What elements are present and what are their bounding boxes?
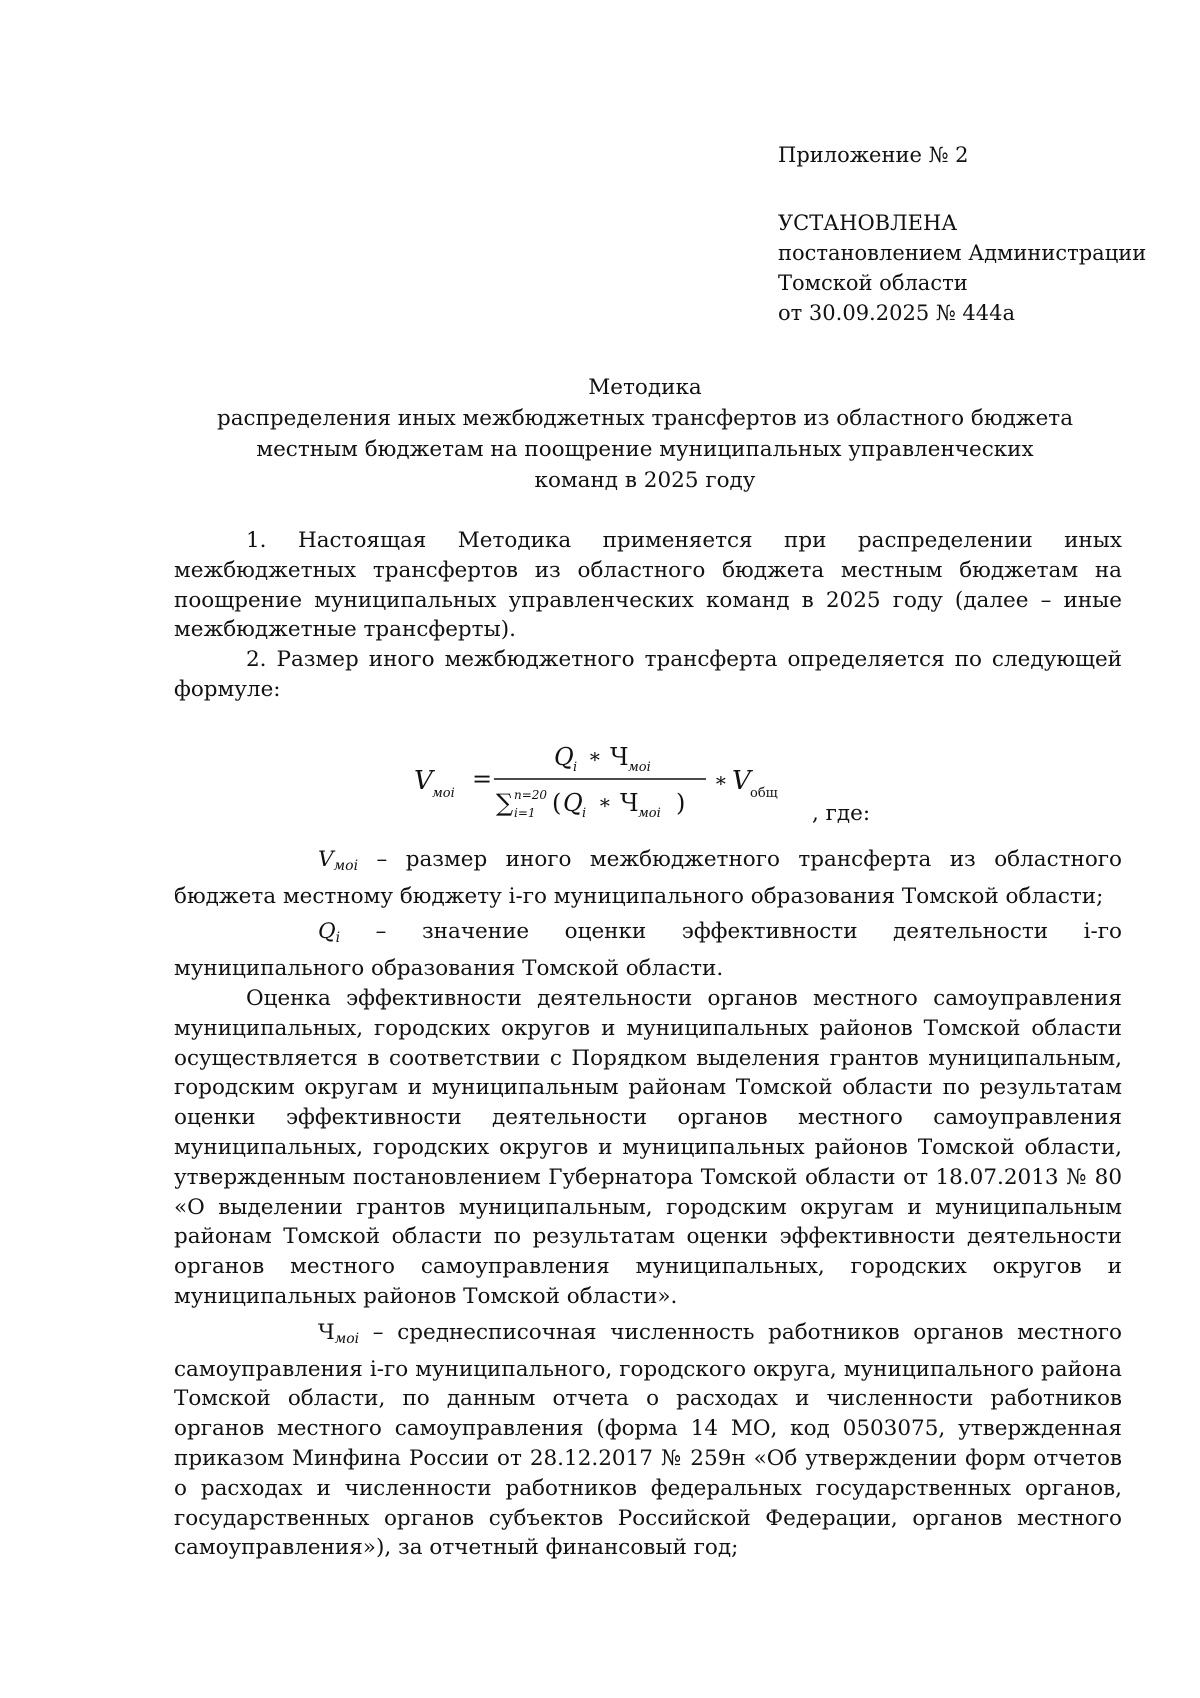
- region-label: Томской области: [778, 271, 968, 295]
- numerator-ch-subscript: моi: [628, 759, 651, 775]
- numerator-mult: ∗: [588, 743, 602, 768]
- paragraph-2: 2. Размер иного межбюджетного трансферта определяется по следующей формуле:: [174, 647, 1122, 702]
- denominator-q-subscript: i: [582, 805, 587, 821]
- formula-expression: [414, 713, 814, 837]
- definition-ch-text: – среднесписочная численность работников органов местного самоуправления i-го муниципального, городского округа, муниципального района Томской области, по данным отчета о расходах и численности работников органов местного самоуправления (форма 14 МО, код 0503075, утвержденная приказом Минфина России от 28.12.2017 № 259н «Об утверждении форм отчетов о расходах и численности работников федеральных государственных органов, государственных органов субъектов Российской Федерации, органов местного самоуправления»), за отчетный финансовый год;: [174, 1319, 1122, 1561]
- definition-v-text: – размер иного межбюджетного трансферта из областного бюджета местному бюджету i-го муниципального образования Томской области;: [174, 846, 1122, 909]
- formula-vtotal-subscript: общ: [750, 785, 778, 801]
- decree-date-number: от 30.09.2025 № 444а: [778, 301, 1015, 325]
- sum-lower-limit: i=1: [514, 805, 536, 820]
- v-subscript: моi: [333, 857, 359, 874]
- formula-vtotal-symbol: V: [732, 765, 751, 796]
- title-line-2: распределения иных межбюджетных трансфертов из областного бюджета: [216, 406, 1074, 431]
- denominator-open-paren: (: [552, 788, 562, 817]
- numerator-ch-symbol: Ч: [610, 742, 629, 771]
- title-line-1: Методика: [588, 375, 702, 400]
- numerator-q-subscript: i: [573, 759, 578, 775]
- definition-q-symbol: [246, 917, 340, 954]
- denominator-ch-subscript: моi: [638, 805, 661, 821]
- definition-v-symbol: [246, 845, 358, 882]
- appendix-title: Приложение № 2: [778, 143, 969, 167]
- definition-ch: [174, 1318, 1122, 1563]
- document-title: [150, 372, 1140, 496]
- q-symbol: Q: [318, 919, 336, 945]
- established-label: УСТАНОВЛЕНА: [778, 211, 958, 235]
- title-line-4: команд в 2025 году: [534, 468, 756, 493]
- denominator-close-paren: ): [676, 788, 686, 817]
- formula: [174, 713, 1122, 837]
- definition-v: [174, 845, 1122, 912]
- appendix-header: [778, 140, 1178, 328]
- document-body: [174, 526, 1122, 1563]
- title-line-3: местным бюджетам на поощрение муниципальных управленческих: [256, 437, 1034, 462]
- numerator-q-symbol: Q: [554, 742, 574, 771]
- paragraph-1: 1. Настоящая Методика применяется при распределении иных межбюджетных трансфертов из областного бюджета местным бюджетам на поощрение муниципальных управленческих команд в 2025 году (далее – иные межбюджетные трансферты).: [174, 528, 1122, 643]
- v-symbol: V: [318, 846, 334, 872]
- formula-equals: =: [472, 764, 493, 793]
- definition-q: [174, 917, 1122, 984]
- q-subscript: i: [335, 930, 341, 947]
- ch-subscript: моi: [334, 1330, 360, 1347]
- denominator-ch-symbol: Ч: [620, 788, 639, 817]
- definition-ch-symbol: [246, 1318, 359, 1355]
- denominator-q-symbol: Q: [563, 788, 583, 817]
- formula-v-subscript: моi: [432, 785, 455, 801]
- decree-label: постановлением Администрации: [778, 241, 1147, 265]
- formula-mult-total: ∗: [714, 767, 728, 792]
- definition-q-text: – значение оценки эффективности деятельности i-го муниципального образования Томской области.: [174, 919, 1122, 982]
- sum-upper-limit: n=20: [514, 787, 548, 802]
- denominator-mult: ∗: [598, 789, 612, 814]
- paragraph-assessment: Оценка эффективности деятельности органов местного самоуправления муниципальных, городских округов и муниципальных районов Томской области осуществляется в соответствии с Порядком выделения грантов муниципальным, городским округам и муниципальным районам Томской области по результатам оценки эффективности деятельности органов местного самоуправления муниципальных, городских округов и муниципальных районов Томской области, утвержденным постановлением Губернатора Томской области от 18.07.2013 № 80 «О выделении грантов муниципальным, городским округам и муниципальным районам Томской области по результатам оценки эффективности деятельности органов местного самоуправления муниципальных, городских округов и муниципальных районов Томской области».: [174, 985, 1122, 1309]
- formula-v-symbol: V: [414, 765, 433, 796]
- ch-symbol: Ч: [318, 1319, 335, 1345]
- formula-where: , где:: [812, 800, 871, 826]
- sum-sigma: ∑: [496, 788, 514, 817]
